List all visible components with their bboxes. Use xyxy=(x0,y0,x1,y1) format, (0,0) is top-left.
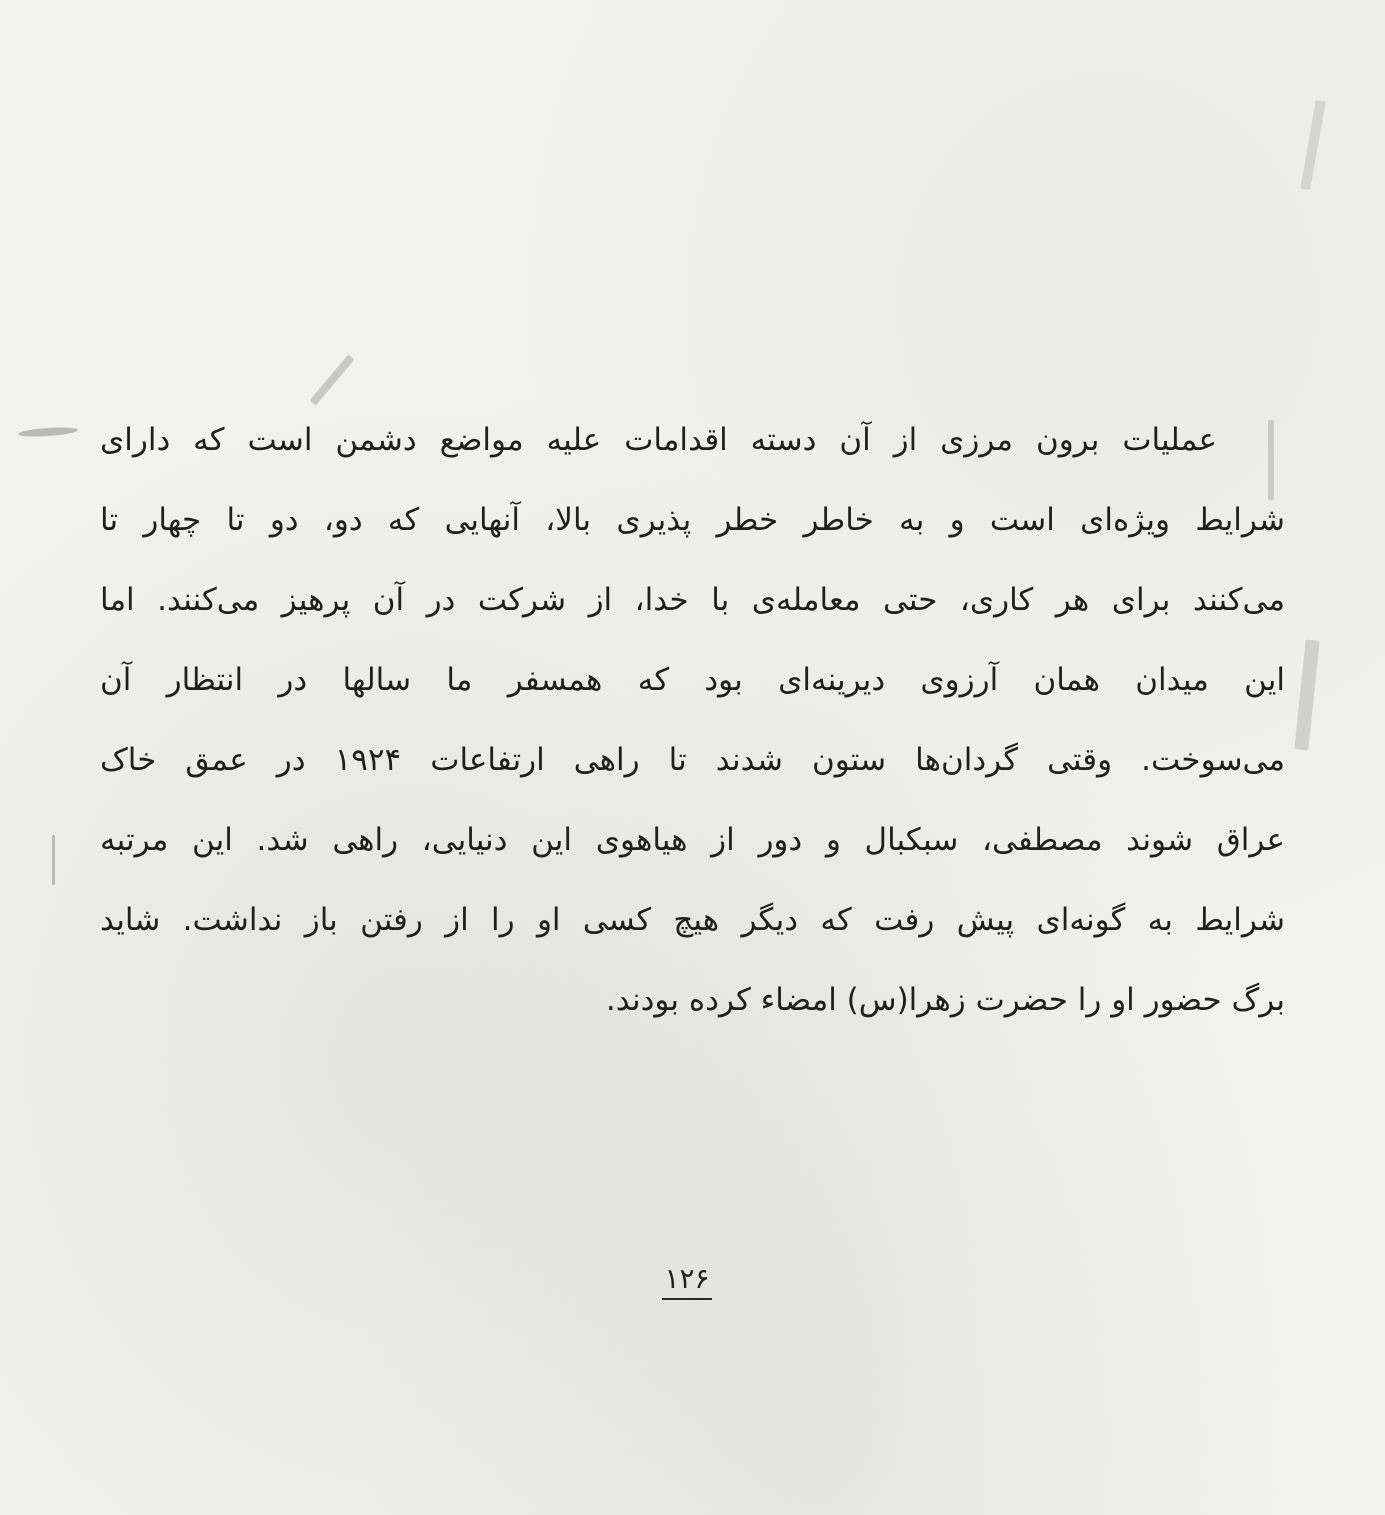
page-number-underline xyxy=(662,1298,712,1300)
text-line: شرایط به گونه‌ای پیش رفت که دیگر هیچ کسی او را از رفتن باز نداشت. شاید xyxy=(100,902,1285,938)
ink-smudge xyxy=(310,354,355,405)
ink-smudge xyxy=(18,426,78,438)
text-line: می‌سوخت. وقتی گردان‌ها ستون شدند تا راهی ارتفاعات ۱۹۲۴ در عمق خاک xyxy=(100,742,1285,778)
text-line: شرایط ویژه‌ای است و به خاطر خطر پذیری بالا، آنهایی که دو، دو تا چهار تا xyxy=(100,502,1285,538)
text-line: عراق شوند مصطفی، سبکبال و دور از هیاهوی این دنیایی، راهی شد. این مرتبه xyxy=(100,822,1285,858)
text-line: عملیات برون مرزی از آن دسته اقدامات علیه مواضع دشمن است که دارای xyxy=(100,422,1217,458)
text-line: می‌کنند برای هر کاری، حتی معامله‌ی با خدا، از شرکت در آن پرهیز می‌کنند. اما xyxy=(100,582,1285,618)
ink-smudge xyxy=(1294,640,1319,751)
ink-smudge xyxy=(52,835,55,885)
ink-smudge xyxy=(1300,100,1325,190)
text-line: برگ حضور او را حضرت زهرا(س) امضاء کرده بودند. xyxy=(605,982,1285,1018)
page-number: ۱۲۶ xyxy=(664,1262,710,1295)
text-line: این میدان همان آرزوی دیرینه‌ای بود که همسفر ما سالها در انتظار آن xyxy=(100,662,1285,698)
body-paragraph xyxy=(100,405,1285,1045)
